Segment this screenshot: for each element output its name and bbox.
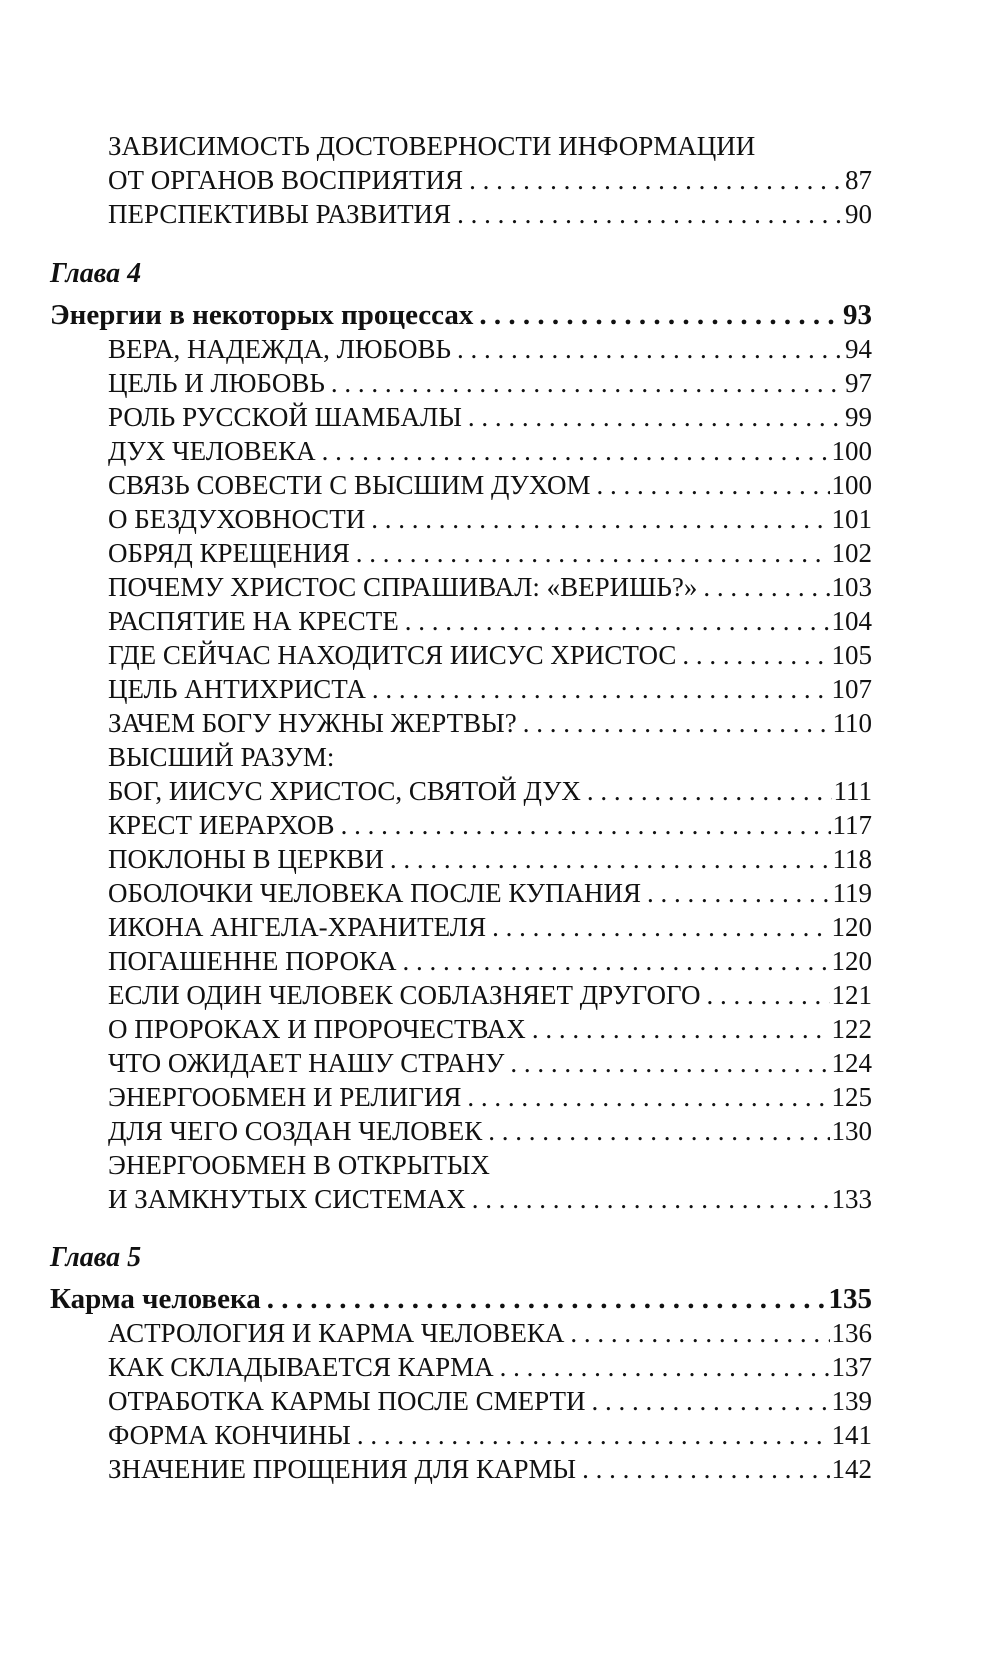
- toc-entry-page: 133: [831, 1184, 872, 1214]
- toc-entry-title: ДЛЯ ЧЕГО СОЗДАН ЧЕЛОВЕК: [108, 1116, 483, 1146]
- toc-entry-title: ЭНЕРГООБМЕН И РЕЛИГИЯ: [108, 1082, 462, 1112]
- dot-leader: [523, 705, 831, 741]
- toc-entry-title: ОТ ОРГАНОВ ВОСПРИЯТИЯ: [108, 165, 464, 195]
- dot-leader: [322, 433, 830, 469]
- toc-entry: [108, 1383, 872, 1419]
- toc-entry: [108, 1113, 872, 1149]
- toc-entry-title: ЦЕЛЬ И ЛЮБОВЬ: [108, 368, 325, 398]
- dot-leader: [405, 603, 830, 639]
- toc-entry: [108, 637, 872, 673]
- toc-entry-title: ОБОЛОЧКИ ЧЕЛОВЕКА ПОСЛЕ КУПАНИЯ: [108, 878, 641, 908]
- toc-entry: [108, 433, 872, 469]
- dot-leader: [488, 1113, 829, 1149]
- toc-entry: [108, 1417, 872, 1453]
- dot-leader: [356, 535, 830, 571]
- toc-entry-title: ФОРМА КОНЧИНЫ: [108, 1420, 351, 1450]
- toc-entry-page: 124: [831, 1048, 872, 1078]
- dot-leader: [479, 297, 841, 333]
- toc-entry: [108, 943, 872, 979]
- dot-leader: [510, 1045, 829, 1081]
- toc-entry-title: ПОЧЕМУ ХРИСТОС СПРАШИВАЛ: «ВЕРИШЬ?»: [108, 572, 698, 602]
- dot-leader: [597, 467, 830, 503]
- toc-entry-title: ГДЕ СЕЙЧАС НАХОДИТСЯ ИИСУС ХРИСТОС: [108, 640, 677, 670]
- toc-entry-page: 119: [832, 878, 872, 908]
- dot-leader: [570, 1315, 829, 1351]
- toc-line-continued: ЭНЕРГООБМЕН В ОТКРЫТЫХ: [108, 1150, 490, 1180]
- toc-entry-page: 99: [845, 402, 872, 432]
- toc-entry: [108, 196, 872, 232]
- toc-entry-page: 100: [831, 436, 872, 466]
- toc-entry-title: ЦЕЛЬ АНТИХРИСТА: [108, 674, 366, 704]
- chapter-title: Энергии в некоторых процессах: [50, 299, 474, 331]
- toc-entry-page: 104: [831, 606, 872, 636]
- chapter-label: Глава 4: [50, 258, 142, 289]
- dot-leader: [331, 365, 843, 401]
- toc-entry: [108, 1315, 872, 1351]
- toc-entry-page: 94: [845, 334, 872, 364]
- toc-entry: [108, 603, 872, 639]
- toc-entry: [108, 977, 872, 1013]
- toc-entry: [108, 162, 872, 198]
- toc-entry-title: ДУХ ЧЕЛОВЕКА: [108, 436, 316, 466]
- dot-leader: [469, 162, 843, 198]
- toc-entry-page: 107: [831, 674, 872, 704]
- dot-leader: [500, 1349, 830, 1385]
- toc-entry-page: 130: [831, 1116, 872, 1146]
- toc-entry-page: 101: [831, 504, 872, 534]
- dot-leader: [592, 1383, 830, 1419]
- toc-entry-page: 125: [831, 1082, 872, 1112]
- toc-entry-page: 137: [831, 1352, 872, 1382]
- dot-leader: [468, 399, 843, 435]
- toc-entry-page: 100: [831, 470, 872, 500]
- toc-entry: [108, 671, 872, 707]
- dot-leader: [457, 331, 843, 367]
- toc-entry-page: 142: [831, 1454, 872, 1484]
- chapter-title-entry: [50, 297, 872, 333]
- toc-entry-title: ВЕРА, НАДЕЖДА, ЛЮБОВЬ: [108, 334, 451, 364]
- toc-entry: [108, 1451, 872, 1487]
- toc-entry: [108, 331, 872, 367]
- toc-entry-title: ПОГАШЕННЕ ПОРОКА: [108, 946, 397, 976]
- dot-leader: [703, 569, 829, 605]
- toc-entry-page: 135: [828, 1283, 872, 1315]
- toc-entry-page: 90: [845, 199, 872, 229]
- toc-entry: [108, 399, 872, 435]
- toc-entry-page: 93: [843, 299, 872, 331]
- dot-leader: [267, 1281, 827, 1317]
- dot-leader: [467, 1079, 829, 1115]
- toc-entry-page: 136: [831, 1318, 872, 1348]
- dot-leader: [647, 875, 831, 911]
- dot-leader: [682, 637, 829, 673]
- toc-entry: [108, 365, 872, 401]
- toc-entry: [108, 501, 872, 537]
- chapter-label: Глава 5: [50, 1242, 142, 1273]
- toc-entry-title: ПОКЛОНЫ В ЦЕРКВИ: [108, 844, 384, 874]
- dot-leader: [532, 1011, 830, 1047]
- toc-entry-page: 102: [831, 538, 872, 568]
- chapter-title-entry: [50, 1281, 872, 1317]
- toc-entry-page: 117: [832, 810, 872, 840]
- toc-entry-title: И ЗАМКНУТЫХ СИСТЕМАХ: [108, 1184, 466, 1214]
- dot-leader: [371, 501, 829, 537]
- toc-entry-page: 97: [845, 368, 872, 398]
- toc-line-continued: ВЫСШИЙ РАЗУМ:: [108, 742, 335, 772]
- dot-leader: [706, 977, 829, 1013]
- dot-leader: [390, 841, 831, 877]
- toc-entry: [108, 1011, 872, 1047]
- dot-leader: [587, 773, 832, 809]
- dot-leader: [402, 943, 829, 979]
- dot-leader: [492, 909, 829, 945]
- toc-entry: [108, 1181, 872, 1217]
- toc-entry-title: КРЕСТ ИЕРАРХОВ: [108, 810, 335, 840]
- toc-entry: [108, 467, 872, 503]
- toc-entry: [108, 1349, 872, 1385]
- dot-leader: [341, 807, 831, 843]
- toc-entry: [108, 807, 872, 843]
- toc-entry-title: РАСПЯТИЕ НА КРЕСТЕ: [108, 606, 399, 636]
- toc-entry-page: 103: [831, 572, 872, 602]
- toc-entry: [108, 875, 872, 911]
- toc-entry-title: ЗНАЧЕНИЕ ПРОЩЕНИЯ ДЛЯ КАРМЫ: [108, 1454, 577, 1484]
- toc-entry-title: О ПРОРОКАХ И ПРОРОЧЕСТВАХ: [108, 1014, 526, 1044]
- toc-entry-title: КАК СКЛАДЫВАЕТСЯ КАРМА: [108, 1352, 494, 1382]
- toc-entry: [108, 841, 872, 877]
- toc-entry-title: ИКОНА АНГЕЛА-ХРАНИТЕЛЯ: [108, 912, 487, 942]
- dot-leader: [372, 671, 830, 707]
- dot-leader: [582, 1451, 829, 1487]
- toc-entry-title: РОЛЬ РУССКОЙ ШАМБАЛЫ: [108, 402, 462, 432]
- toc-entry-title: ОБРЯД КРЕЩЕНИЯ: [108, 538, 350, 568]
- toc-entry-title: ЗАЧЕМ БОГУ НУЖНЫ ЖЕРТВЫ?: [108, 708, 517, 738]
- toc-entry-title: ЕСЛИ ОДИН ЧЕЛОВЕК СОБЛАЗНЯЕТ ДРУГОГО: [108, 980, 701, 1010]
- toc-entry: [108, 773, 872, 809]
- toc-entry-title: ЧТО ОЖИДАЕТ НАШУ СТРАНУ: [108, 1048, 505, 1078]
- dot-leader: [357, 1417, 830, 1453]
- toc-entry-page: 111: [833, 776, 872, 806]
- toc-entry-page: 120: [831, 912, 872, 942]
- toc-entry-title: ОТРАБОТКА КАРМЫ ПОСЛЕ СМЕРТИ: [108, 1386, 586, 1416]
- toc-entry: [108, 1079, 872, 1115]
- toc-entry-page: 120: [831, 946, 872, 976]
- toc-entry-title: О БЕЗДУХОВНОСТИ: [108, 504, 366, 534]
- toc-entry-page: 121: [831, 980, 872, 1010]
- toc-line-continued: ЗАВИСИМОСТЬ ДОСТОВЕРНОСТИ ИНФОРМАЦИИ: [108, 131, 756, 161]
- toc-entry: [108, 909, 872, 945]
- toc-entry: [108, 705, 872, 741]
- chapter-title: Карма человека: [50, 1283, 261, 1315]
- toc-entry-title: БОГ, ИИСУС ХРИСТОС, СВЯТОЙ ДУХ: [108, 776, 581, 806]
- toc-entry-page: 122: [831, 1014, 872, 1044]
- toc-entry: [108, 535, 872, 571]
- toc-entry: [108, 1045, 872, 1081]
- toc-entry-page: 118: [832, 844, 872, 874]
- toc-entry-page: 141: [831, 1420, 872, 1450]
- toc-entry-title: ПЕРСПЕКТИВЫ РАЗВИТИЯ: [108, 199, 452, 229]
- toc-entry-page: 87: [845, 165, 872, 195]
- toc-entry-page: 110: [832, 708, 872, 738]
- toc-entry-page: 105: [831, 640, 872, 670]
- toc-entry-page: 139: [831, 1386, 872, 1416]
- toc-entry-title: СВЯЗЬ СОВЕСТИ С ВЫСШИМ ДУХОМ: [108, 470, 591, 500]
- toc-entry-title: АСТРОЛОГИЯ И КАРМА ЧЕЛОВЕКА: [108, 1318, 565, 1348]
- toc-entry: [108, 569, 872, 605]
- dot-leader: [472, 1181, 830, 1217]
- dot-leader: [457, 196, 843, 232]
